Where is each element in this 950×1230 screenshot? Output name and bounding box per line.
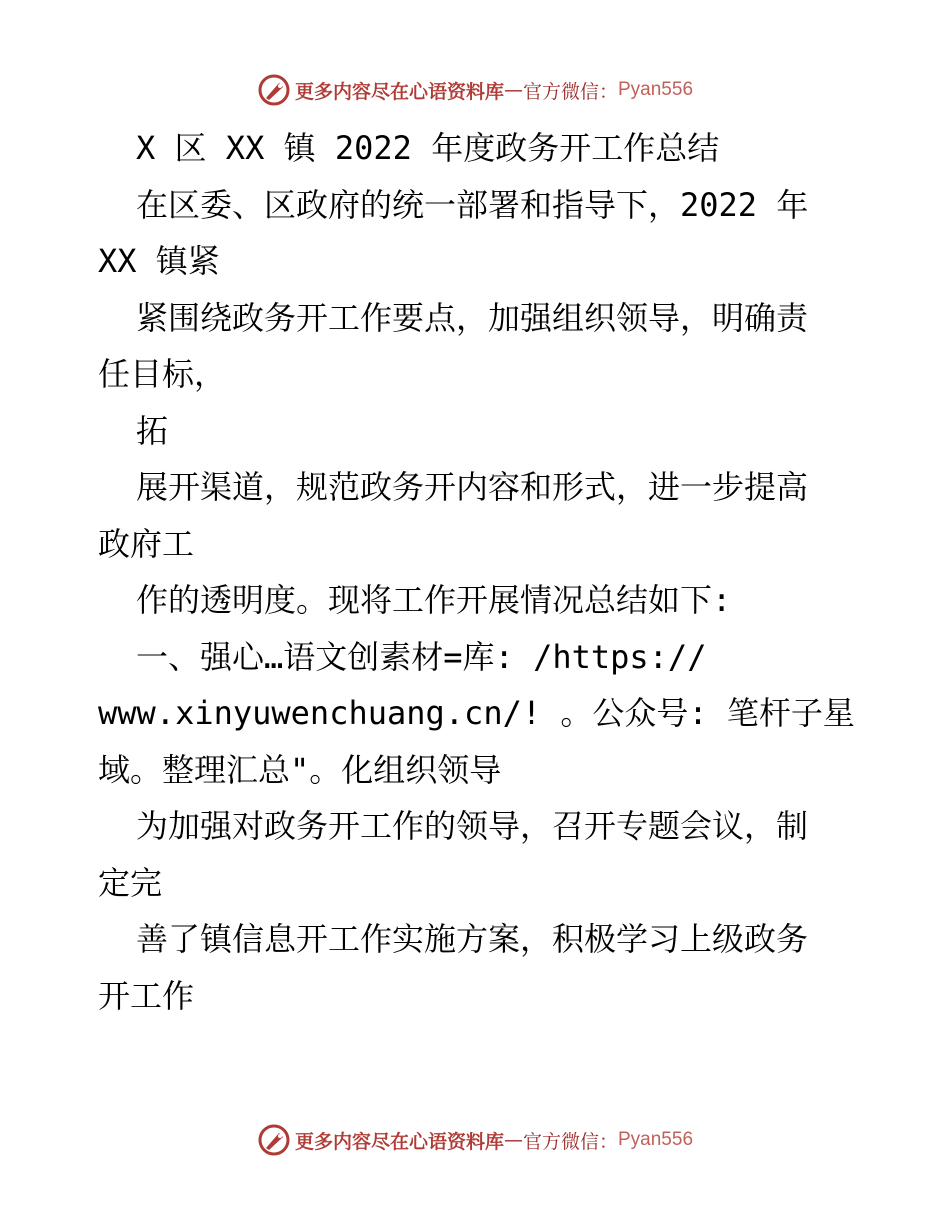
watermark-wechat-label: 官方微信： [522,1130,618,1153]
paragraph-line: 善了镇信息开工作实施方案，积极学习上级政务 [136,920,809,958]
paragraph-line: 在区委、区政府的统一部署和指导下，2022 年 [136,185,809,224]
paragraph-line: 任目标， [98,355,227,393]
paragraph-line: 域。整理汇总"。化组织领导 [98,750,502,789]
watermark-brand: 更多内容尽在心语资料库 [294,80,504,103]
watermark-wechat-label: 官方微信： [522,80,618,103]
paragraph-line: 为加强对政务开工作的领导，召开专题会议，制 [136,807,809,845]
watermark-wechat-id: Pyan556 [618,79,694,100]
pen-nib-logo-icon [257,73,291,107]
section-heading-line: 一、强心…语文创素材=库: /https:// [136,637,707,676]
paragraph-line: 紧围绕政务开工作要点，加强组织领导，明确责 [136,298,809,337]
paragraph-line: 开工作 [98,976,195,1015]
document-title: X 区 XX 镇 2022 年度政务开工作总结 [136,129,720,167]
paragraph-line: XX 镇紧 [98,242,220,280]
document-body [98,120,868,1024]
paragraph-line: 作的透明度。现将工作开展情况总结如下: [136,581,732,619]
paragraph-line: 拓 [136,411,169,450]
paragraph-line: www.xinyuwenchuang.cn/! 。公众号: 笔杆子星 [98,694,855,732]
paragraph-line: 展开渠道，规范政务开内容和形式，进一步提高 [136,468,809,506]
watermark-dash: — [503,79,523,101]
watermark-dash: — [503,1129,523,1151]
paragraph-line: 定完 [98,863,163,902]
watermark-brand: 更多内容尽在心语资料库 [294,1130,504,1153]
header-watermark [0,70,950,110]
paragraph-line: 政府工 [98,524,195,563]
watermark-wechat-id: Pyan556 [618,1129,694,1150]
footer-watermark [0,1120,950,1160]
pen-nib-logo-icon [257,1123,291,1157]
